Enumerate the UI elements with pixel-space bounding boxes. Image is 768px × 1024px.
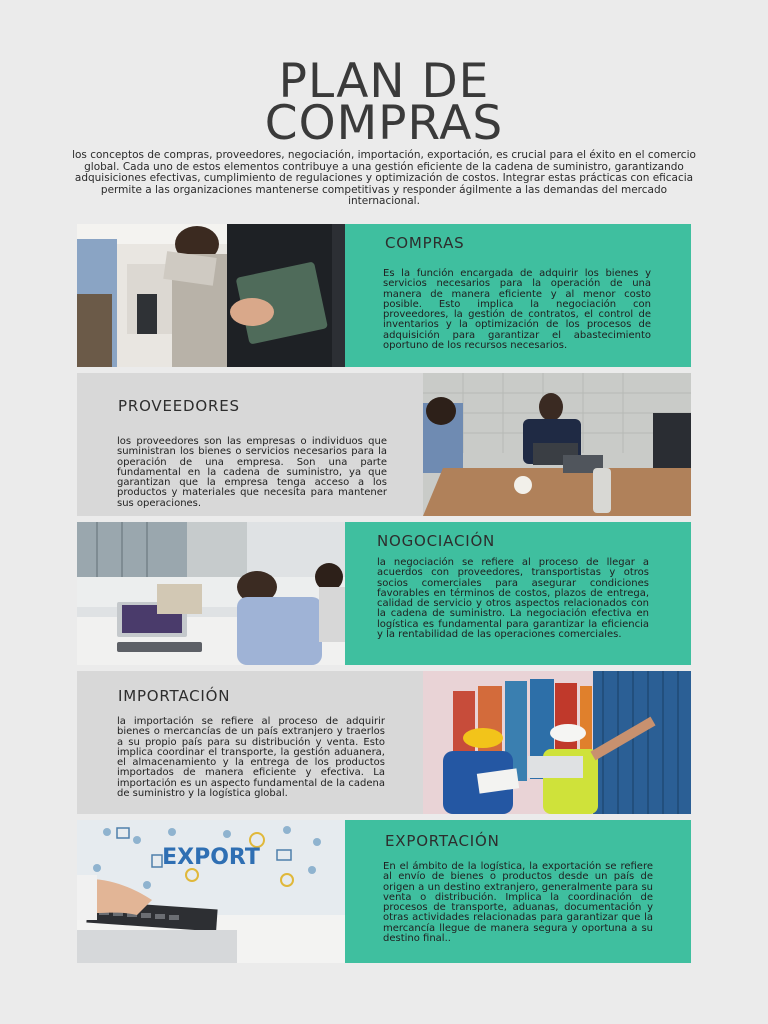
page-title-line-2: COMPRAS	[264, 96, 504, 151]
proveedores-photo	[423, 373, 691, 516]
page-title-line-1: PLAN DE	[278, 54, 490, 109]
negociacion-heading: NOGOCIACIÓN	[377, 532, 496, 550]
negociacion-photo	[77, 522, 345, 665]
importacion-heading: IMPORTACIÓN	[118, 687, 231, 705]
importacion-text: la importación se refiere al proceso de adquirir bienes o mercancías de un país extranjero y traerlos a su propio país para su distribución y venta. Esto implica coordinar el transporte, la gestión aduanera, el almacenamiento y la entrega de los productos importados de manera eficiente y efectiva. La importación es un aspecto fundamental de la cadena de suministro y la logística global.	[117, 716, 385, 800]
negociacion-panel	[345, 522, 691, 665]
section-compras	[77, 224, 691, 367]
compras-panel	[345, 224, 691, 367]
section-exportacion	[77, 820, 691, 963]
importacion-panel	[77, 671, 423, 814]
importacion-photo	[423, 671, 691, 814]
export-photo-label: EXPORT	[162, 845, 260, 870]
exportacion-panel	[345, 820, 691, 963]
section-importacion	[77, 671, 691, 814]
section-proveedores	[77, 373, 691, 516]
compras-text: Es la función encargada de adquirir los bienes y servicios necesarios para la operación de una manera de manera eficiente y al menor costo posible. Esto implica la negociación con proveedores, la gestión de contratos, el control de inventarios y la optimización de los procesos de adquisición para garantizar el abastecimiento oportuno de los recursos necesarios.	[383, 268, 651, 352]
proveedores-panel	[77, 373, 423, 516]
compras-photo	[77, 224, 345, 367]
proveedores-heading: PROVEEDORES	[118, 397, 240, 415]
compras-heading: COMPRAS	[385, 234, 465, 252]
negociacion-text: la negociación se refiere al proceso de llegar a acuerdos con proveedores, transportistas y otros socios comerciales para asegurar condiciones favorables en términos de costos, plazos de entrega, calidad de servicio y otros aspectos relacionados con la cadena de suministro. La negociación efectiva en logística es fundamental para garantizar la eficiencia y la rentabilidad de las operaciones comerciales.	[377, 557, 649, 641]
exportacion-text: En el ámbito de la logística, la exportación se refiere al envío de bienes o productos desde un país de origen a un destino extranjero, generalmente para su venta o distribución. Implica la coordinación de procesos de transporte, aduanas, documentación y otras actividades relacionadas para garantizar que la mercancía llegue de manera segura y oportuna a su destino final..	[383, 861, 653, 945]
intro-paragraph: los conceptos de compras, proveedores, negociación, importación, exportación, es crucial para el éxito en el comercio global. Cada uno de estos elementos contribuye a una gestión eficiente de la cadena de suministro, garantizando adquisiciones efectivas, cumplimiento de regulaciones y optimización de costos. Integrar estas prácticas con eficacia permite a las organizaciones mantenerse competitivas y responder ágilmente a las demandas del mercado internacional.	[72, 149, 696, 208]
proveedores-text: los proveedores son las empresas o individuos que suministran los bienes o servicios necesarios para la operación de una empresa. Son una parte fundamental en la cadena de suministro, ya que garantizan que la empresa tenga acceso a los productos y materiales que necesita para mantener sus operaciones.	[117, 436, 387, 509]
section-negociacion	[77, 522, 691, 665]
exportacion-heading: EXPORTACIÓN	[385, 832, 500, 850]
exportacion-photo	[77, 820, 345, 963]
